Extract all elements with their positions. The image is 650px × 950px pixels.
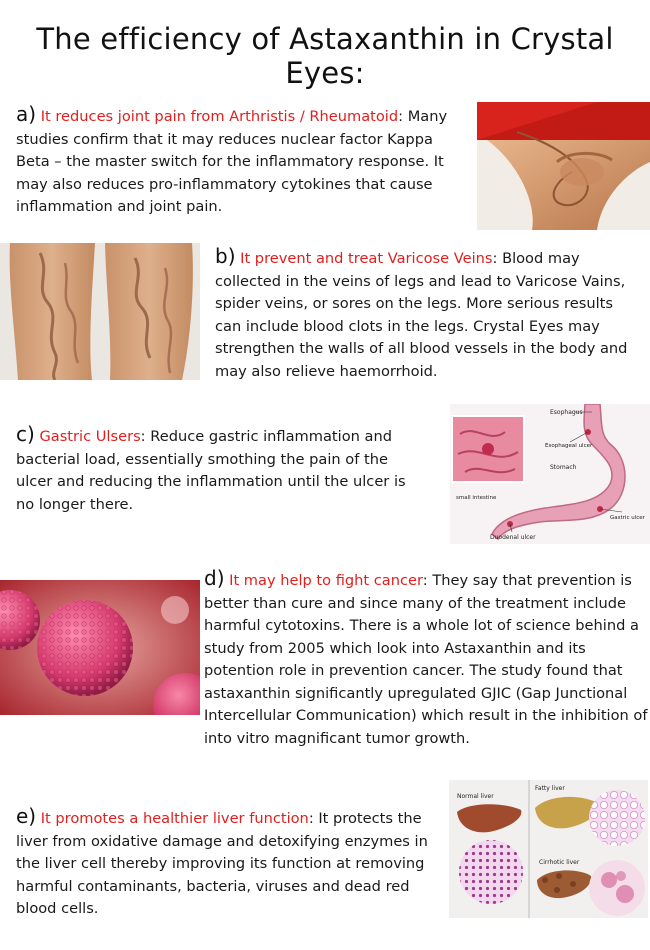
normal-liver-label: Normal liver [457,793,494,800]
section-heading: It reduces joint pain from Arthristis / Rheumatoid [40,108,399,125]
stomach-label: Stomach [550,464,577,471]
cancer-cells-image [0,580,200,715]
section-letter: b) [215,244,236,268]
liver-comparison-diagram [449,780,648,918]
section-letter: e) [16,804,37,828]
section-d-text: d) It may help to fight cancer: They say that prevention is better than cure and since many of the treatment include harmful cytotoxins. There is a whole lot of science behind a study from 2005 which look into Astaxanthin and its potention role in prevention cancer. The study found that astaxanthin significantly upregulated GJIC (Gap Junctional Intercellular Communication) which result in the inhibition of into vitro magnificant tumor growth. [204,566,648,747]
section-letter: d) [204,566,225,590]
section-b-text: b) It prevent and treat Varicose Veins: Blood may collected in the veins of legs and lead to Varicose Vains, spider veins, or sores on the legs. More serious results can include blood clots in the legs. Crystal Eyes may strengthen the walls of all blood vessels in the body and may also relieve haemorrhoid. [215,244,628,380]
section-e-text: e) It promotes a healthier liver function: It protects the liver from oxidative damage and detoxifying enzymes in the liver cell thereby improving its function at removing harmful contaminants, bacteria, viruses and dead red blood cells. [16,804,428,917]
section-body: It protects the liver from oxidative damage and detoxifying enzymes in the liver cell thereby improving its function at removing harmful contaminants, bacteria, viruses and dead red blood cells. [16,810,428,917]
section-heading: It prevent and treat Varicose Veins [240,250,493,267]
section-a-text: a) It reduces joint pain from Arthristis / Rheumatoid: Many studies confirm that it may reduces nuclear factor Kappa Beta – the master switch for the inflammatory response. It may also reduces pro-inflammatory cytokines that cause inflammation and joint pain. [16,102,448,215]
section-letter: c) [16,422,35,446]
fatty-liver-label: Fatty liver [535,785,565,792]
small-intestine-label: small intestine [456,495,497,501]
section-heading: It promotes a healthier liver function [40,810,309,827]
knee-pain-photo [477,102,650,230]
section-heading: Gastric Ulsers [39,428,141,445]
section-body: Many studies confirm that it may reduces nuclear factor Kappa Beta – the master switch for the inflammatory response. It may also reduces pro-inflammatory cytokines that cause inflammation and joint pain. [16,108,448,215]
esophageal-ulcer-label: Esophageal ulcer [545,443,593,449]
page-title: The efficiency of Astaxanthin in Crystal Eyes: [36,22,614,90]
esophagus-label: Esophagus [550,409,583,416]
section-body: Blood may collected in the veins of legs and lead to Varicose Vains, spider veins, or sores on the legs. More serious results can include blood clots in the legs. Crystal Eyes may strengthen the walls of all blood vessels in the body and may also relieve haemorrhoid. [215,250,628,380]
section-body: They say that prevention is better than cure and since many of the treatment include harmful cytotoxins. There is a whole lot of science behind a study from 2005 which look into Astaxanthin and its potention role in prevention cancer. The study found that astaxanthin significantly upregulated GJIC (Gap Junctional Intercellular Communication) which result in the inhibition of into vitro magnificant tumor growth. [204,572,648,747]
gastric-ulcer-label: Gastric ulcer [610,515,645,521]
section-body: Reduce gastric inflammation and bacterial load, essentially smothing the pain of the ulcer and reducing the inflammation until the ulcer is no longer there. [16,428,406,513]
stomach-ulcer-diagram [450,404,650,544]
cirrhotic-liver-label: Cirrhotic liver [539,859,580,866]
varicose-veins-photo [0,243,200,380]
section-heading: It may help to fight cancer [229,572,423,589]
duodenal-ulcer-label: Duodenal ulcer [490,534,536,541]
section-c-text: c) Gastric Ulsers: Reduce gastric inflammation and bacterial load, essentially smothing the pain of the ulcer and reducing the inflammation until the ulcer is no longer there. [16,422,406,513]
section-letter: a) [16,102,37,126]
